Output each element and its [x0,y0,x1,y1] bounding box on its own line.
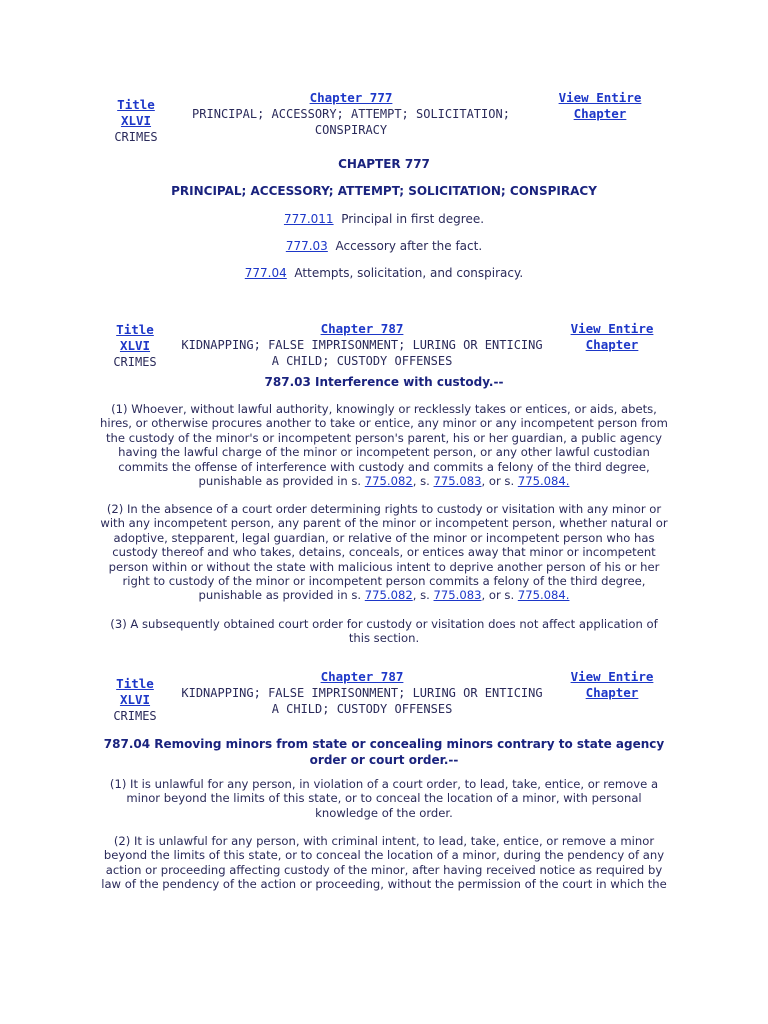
chapter-cell [172,90,530,139]
statute-link[interactable]: 775.084. [517,474,570,489]
chapter-link[interactable]: Chapter 787 [320,669,404,684]
section-paragraph: (2) In the absence of a court order determining rights to custody or visitation with any minor or with any incompetent person, any parent of the minor or incompetent person, whether natural or adoptive, stepparent, legal guardian, or relative of the minor or incompetent person who has custody thereof and who takes, detains, conceals, or entices away that minor or incompetent person within or without the state with malicious intent to deprive another person of his or her right to custody of the minor or incompetent person commits a felony of the third degree, punishable as provided in s. 775.082, s. 775.083, or s. 775.084. [100,502,668,603]
chapter-description: A CHILD; CUSTODY OFFENSES [271,702,453,716]
chapter-link[interactable]: Chapter 777 [309,90,393,105]
title-cell [100,97,172,145]
statute-link[interactable]: 775.082 [364,588,413,603]
view-entire-chapter-link[interactable]: View Entire Chapter [558,90,642,121]
section-link[interactable]: 777.03 [285,239,328,253]
toc-entry: 777.04 Attempts, solicitation, and conspiracy. [244,266,524,280]
toc-entry: 777.03 Accessory after the fact. [285,239,483,253]
section-paragraph: (1) It is unlawful for any person, in violation of a court order, to lead, take, entice, or remove a minor beyond the limits of this state, or to conceal the location of a minor, with personal knowledge of the order. [109,777,659,820]
section-paragraph: (3) A subsequently obtained court order for custody or visitation does not affect application of this section. [110,617,658,646]
section-paragraph: (2) It is unlawful for any person, with criminal intent, to lead, take, entice, or remove a minor beyond the limits of this state, or to conceal the location of a minor, during the pendency of any action or proceeding affecting custody of the minor, after having received notice as required by law of the pendency of the action or proceeding, without the permission of the court in which the [101,834,667,892]
title-name: CRIMES [114,130,158,144]
view-entire-chapter-link[interactable]: View Entire Chapter [570,321,654,352]
title-link[interactable]: Title XLVI [116,322,154,353]
statute-link[interactable]: 775.084. [517,588,570,603]
statute-link[interactable]: 775.082 [364,474,413,489]
chapter-description: KIDNAPPING; FALSE IMPRISONMENT; LURING OR ENTICING [181,337,543,352]
chapter-link[interactable]: Chapter 787 [320,321,404,336]
toc-entry: 777.011 Principal in first degree. [283,212,485,226]
view-entire-cell [554,669,670,701]
section-link[interactable]: 777.04 [244,266,287,280]
title-cell [100,322,170,370]
chapter-cell [170,669,554,718]
section-link[interactable]: 777.011 [283,212,334,226]
view-entire-cell [554,321,670,353]
chapter-description: A CHILD; CUSTODY OFFENSES [271,354,453,368]
title-name: CRIMES [113,709,157,723]
chapter-cell [170,321,554,370]
title-name: CRIMES [113,355,157,369]
view-entire-cell [530,90,670,122]
statute-link[interactable]: 775.083 [433,588,482,603]
chapter-heading: CHAPTER 777 [338,157,430,171]
title-link[interactable]: Title XLVI [116,676,154,707]
section-heading: 787.04 Removing minors from state or concealing minors contrary to state agency order or court order.-- [103,737,665,767]
statute-link[interactable]: 775.083 [433,474,482,489]
chapter-subheading: PRINCIPAL; ACCESSORY; ATTEMPT; SOLICITATION; CONSPIRACY [171,184,597,198]
section-paragraph: (1) Whoever, without lawful authority, knowingly or recklessly takes or entices, or aids, abets, hires, or otherwise procures another to take or entice, any minor or any incompetent person from the custody of the minor's or incompetent person's parent, his or her guardian, a public agency having the lawful charge of the minor or incompetent person, or any other lawful custodian commits the offense of interference with custody and commits a felony of the third degree, punishable as provided in s. 775.082, s. 775.083, or s. 775.084. [100,402,668,489]
title-cell [100,676,170,724]
chapter-787-nav [100,321,670,370]
title-link[interactable]: Title XLVI [117,97,155,128]
chapter-description: PRINCIPAL; ACCESSORY; ATTEMPT; SOLICITATION; CONSPIRACY [192,106,510,137]
view-entire-chapter-link[interactable]: View Entire Chapter [570,669,654,700]
section-heading: 787.03 Interference with custody.-- [264,375,504,389]
chapter-777-nav [100,90,670,145]
chapter-787-nav [100,669,670,724]
chapter-description: KIDNAPPING; FALSE IMPRISONMENT; LURING OR ENTICING [181,685,543,700]
